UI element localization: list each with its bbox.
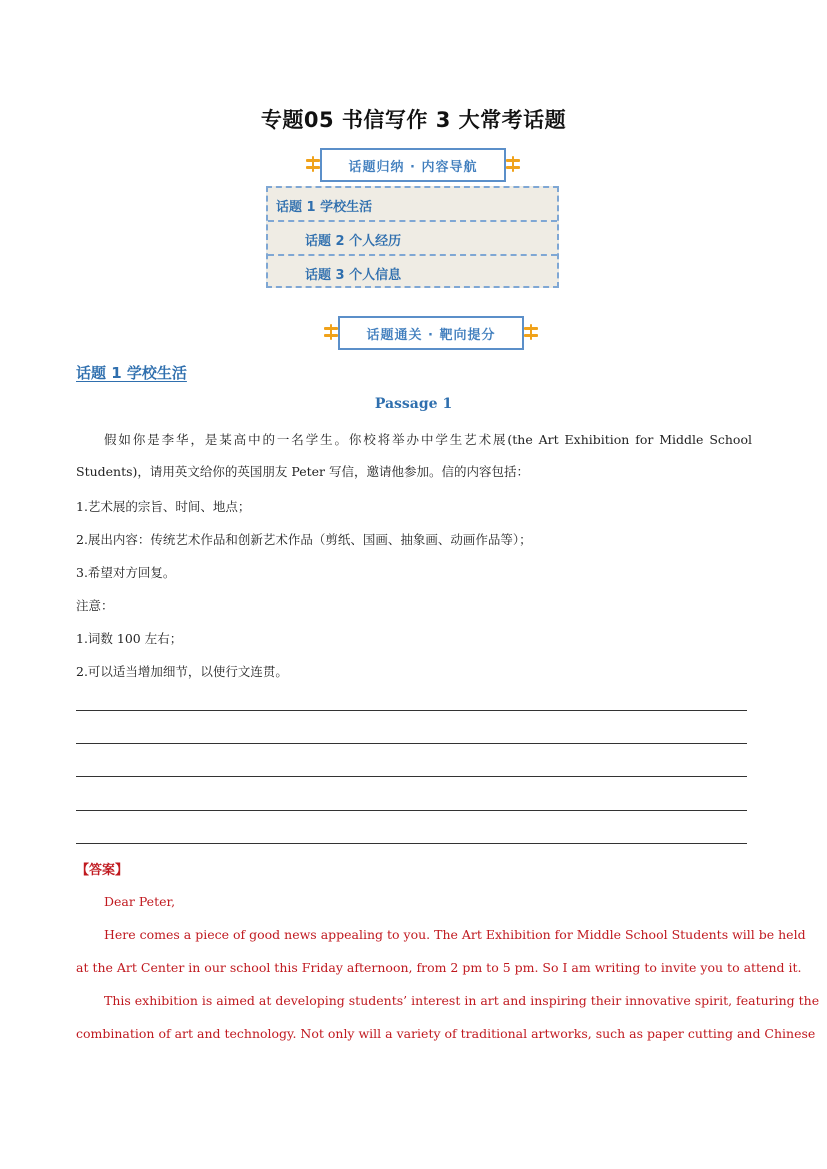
banner-right-ornament: [524, 324, 538, 340]
writing-line[interactable]: [76, 776, 747, 777]
topic-nav-item-1[interactable]: [268, 188, 557, 222]
prompt-item: 2.展出内容：传统艺术作品和创新艺术作品（剪纸、国画、抽象画、动画作品等）；: [76, 532, 532, 547]
banner-right-ornament: [506, 156, 520, 172]
answer-line: This exhibition is aimed at developing students’ interest in art and inspiring their innovative spirit, featuring the: [104, 993, 820, 1008]
banner-left-ornament: [306, 156, 320, 172]
answer-label: 【答案】: [76, 863, 129, 878]
topic-nav-label: 话题 2 个人经历: [305, 233, 402, 249]
section-heading-link[interactable]: 话题 1 学校生活: [76, 364, 187, 382]
pass-banner-label: 话题通关 · 靶向提分: [338, 316, 524, 350]
writing-line[interactable]: [76, 743, 747, 744]
passage-title: Passage 1: [374, 396, 453, 412]
prompt-line: Students)，请用英文给你的英国朋友 Peter 写信，邀请他参加。信的内容包括：: [76, 464, 529, 479]
nav-banner: [306, 148, 520, 182]
topic-nav-box: [266, 186, 559, 288]
answer-line: at the Art Center in our school this Friday afternoon, from 2 pm to 5 pm. So I am writing to invite you to attend it.: [76, 960, 802, 975]
note-label: 注意：: [76, 598, 114, 613]
topic-nav-label: 话题 3 个人信息: [305, 267, 402, 283]
prompt-item: 1.艺术展的宗旨、时间、地点；: [76, 499, 251, 514]
prompt-line: 假如你是李华，是某高中的一名学生。你校将举办中学生艺术展(the Art Exhibition for Middle School: [104, 432, 752, 447]
topic-nav-item-2[interactable]: [268, 220, 557, 256]
nav-banner-label: 话题归纳 · 内容导航: [320, 148, 506, 182]
answer-line: Here comes a piece of good news appealing to you. The Art Exhibition for Middle School Students will be held: [104, 927, 806, 942]
writing-line[interactable]: [76, 710, 747, 711]
answer-salutation: Dear Peter,: [104, 894, 176, 909]
topic-nav-label: 话题 1 学校生活: [276, 199, 373, 215]
topic-nav-item-3[interactable]: [268, 254, 557, 290]
writing-line[interactable]: [76, 810, 747, 811]
page-title: 专题05 书信写作 3 大常考话题: [260, 108, 567, 132]
banner-left-ornament: [324, 324, 338, 340]
note-item: 1.词数 100 左右；: [76, 631, 183, 646]
pass-banner: [324, 316, 538, 350]
answer-line: combination of art and technology. Not only will a variety of traditional artworks, such as paper cutting and Chinese: [76, 1026, 816, 1041]
note-item: 2.可以适当增加细节，以使行文连贯。: [76, 664, 288, 679]
prompt-item: 3.希望对方回复。: [76, 565, 176, 580]
writing-line[interactable]: [76, 843, 747, 844]
